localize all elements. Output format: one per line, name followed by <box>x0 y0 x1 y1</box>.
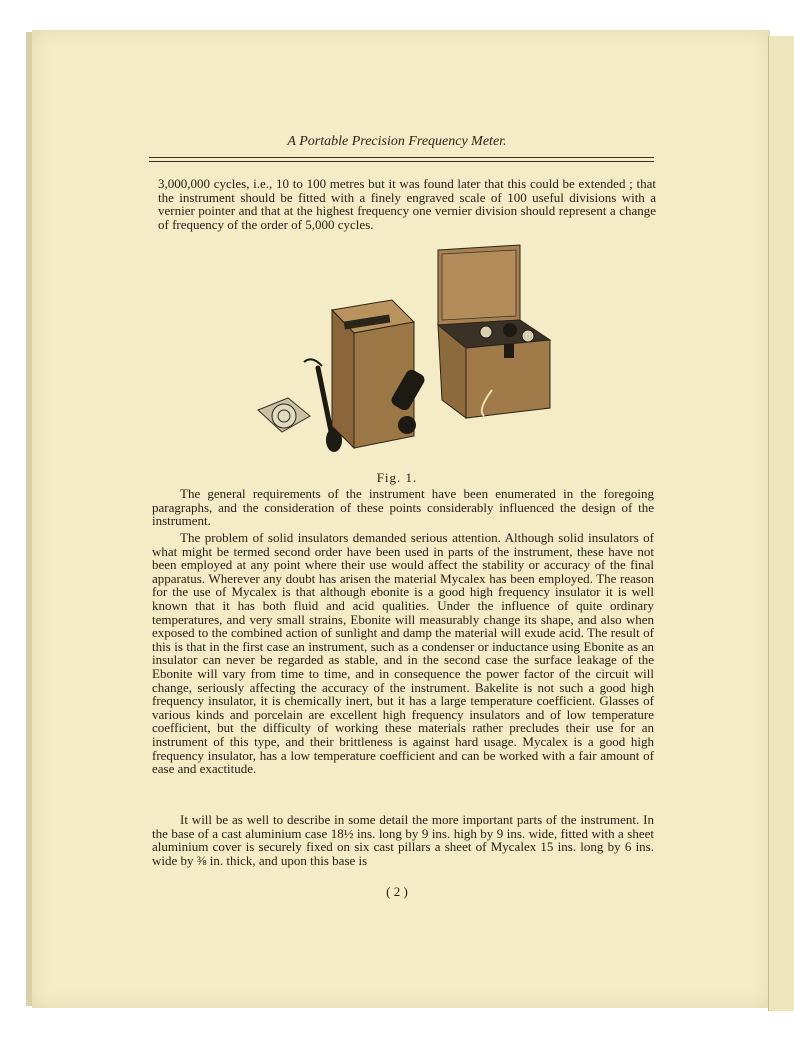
header-rule-bottom <box>149 161 654 162</box>
page-number: ( 2 ) <box>386 884 408 899</box>
open-instrument-case-illustration <box>438 245 550 418</box>
adjacent-page-edge <box>768 36 794 1011</box>
running-header: A Portable Precision Frequency Meter. <box>287 134 507 149</box>
paragraph-3-text: The problem of solid insulators demanded serious attention. Although solid insulators of what might be termed second order have been used in parts of the instrument, these have not been employed at any point where their use would affect the stability or accuracy of the final apparatus. Wherever any doubt has arisen the material Mycalex has been employed. The reason for the use of Mycalex is that although ebonite is a good high frequency insulator it is well known that it has both fluid and acid qualities. Under the influence of quite ordinary temperatures, and very small strains, Ebonite will measurably change its shape, and also when exposed to the combined action of sunlight and damp the material will exude acid. The result of this is that in the first case an instrument, such as a condenser or inductance using Ebonite as an insulator can never be regarded as stable, and in the second case the surface leakage of the Ebonite will vary from time to time, and in consequence the power factor of the circuit will change, seriously affecting the accuracy of the instrument. Bakelite is not such a good high frequency insulator, it is chemically inert, but it has a large temperature coefficient. Glasses of various kinds and porcelain are excellent high frequency insulators and of low temperature coefficient, but the difficulty of working these materials rather precludes their use for an instrument of this type, and their brittleness is against hard usage. Mycalex is a good high frequency insulator, has a low temperature coefficient and can be worked with a fair amount of ease and exactitude. <box>152 530 654 777</box>
main-wooden-case-illustration <box>332 300 427 448</box>
paragraph-4 <box>152 813 654 867</box>
coil-unit-illustration <box>258 398 310 432</box>
paragraph-2 <box>152 487 654 528</box>
header-rule-top <box>149 157 654 158</box>
figure-instrument-photo <box>252 240 552 455</box>
paragraph-opening <box>158 177 656 231</box>
paragraph-2-text: The general requirements of the instrument have been enumerated in the foregoing paragraphs, and the consideration of these points considerably influenced the design of the instrument. <box>152 486 654 529</box>
paragraph-opening-text: 3,000,000 cycles, i.e., 10 to 100 metres but it was found later that this could be extended ; that the instrument should be fitted with a finely engraved scale of 100 useful divisions with a vernier pointer and that at the highest frequency one vernier division should represent a change of frequency of the order of 5,000 cycles. <box>158 176 656 232</box>
paragraph-3 <box>152 531 654 776</box>
paragraph-4-text: It will be as well to describe in some detail the more important parts of the instrument. In the base of a cast aluminium case 18½ ins. long by 9 ins. high by 9 ins. wide, fitted with a sheet aluminium cover is securely fixed on six cast pillars a sheet of Mycalex 15 ins. long by 6 ins. wide by ⅜ in. thick, and upon this base is <box>152 812 654 868</box>
figure-caption: Fig. 1. <box>376 470 418 485</box>
